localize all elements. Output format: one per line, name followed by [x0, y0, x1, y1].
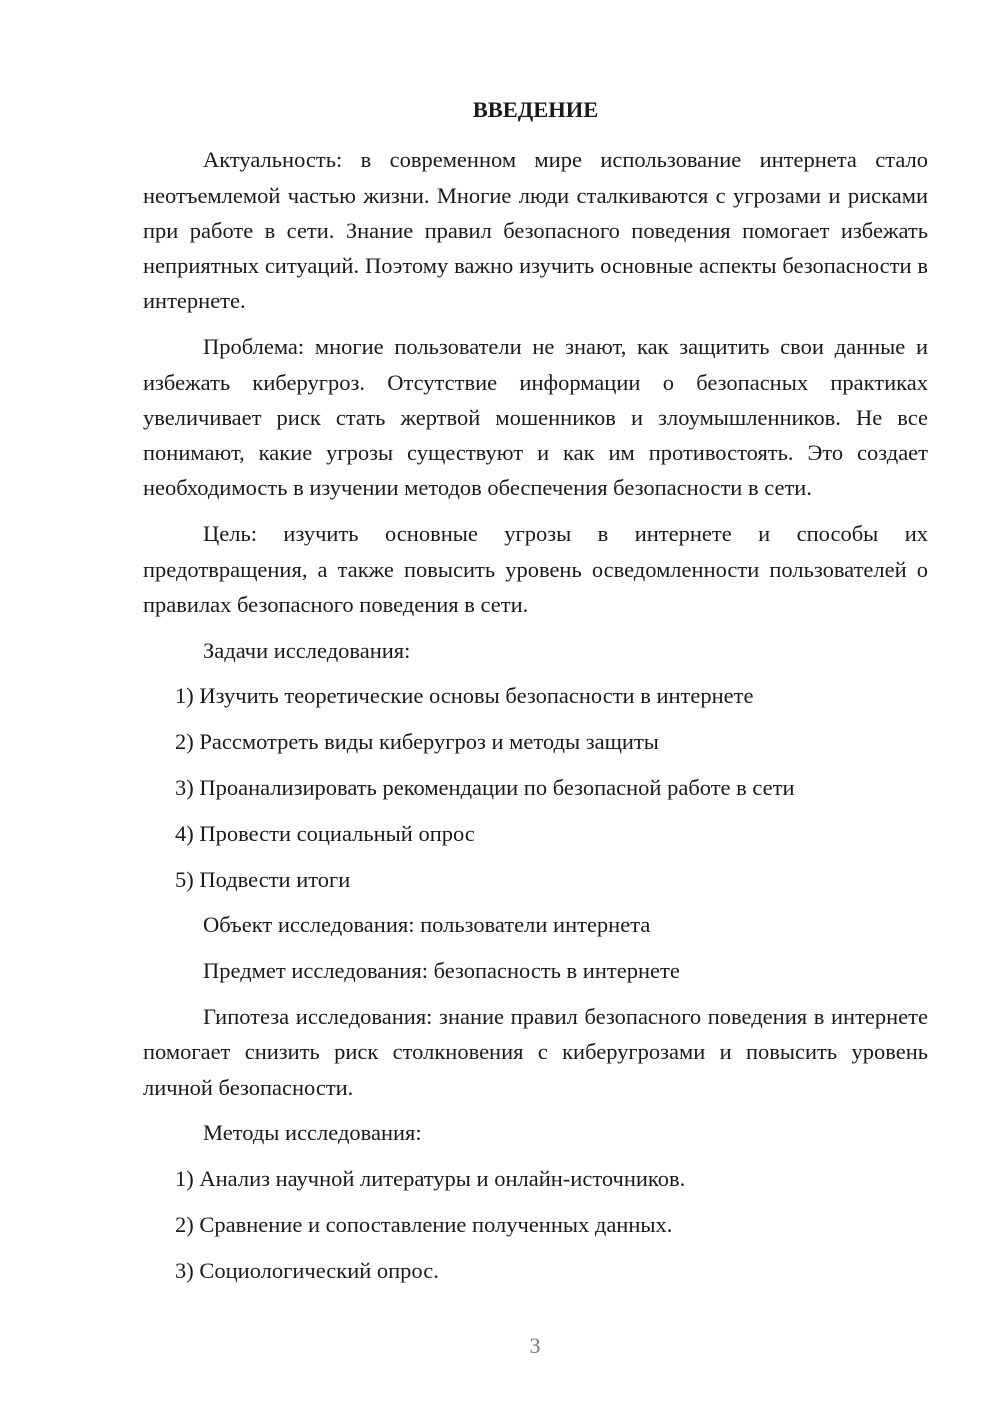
- page-title: ВВЕДЕНИЕ: [472, 97, 599, 122]
- methods-heading: Методы исследования:: [203, 1120, 422, 1146]
- problem-paragraph: Проблема: многие пользователи не знают, как защитить свои данные и избежать киберугроз. Отсутствие информации о безопасных практиках увеличивает риск стать жертвой мошенников и злоумышленников. Не все понимают, какие угрозы существуют и как им противостоять. Это создает необходимость в изучении методов обеспечения безопасности в сети.: [143, 334, 928, 501]
- method-item: 1) Анализ научной литературы и онлайн-источников.: [175, 1166, 686, 1192]
- hypothesis-paragraph: Гипотеза исследования: знание правил безопасного поведения в интернете помогает снизить риск столкновения с киберугрозами и повысить уровень личной безопасности.: [143, 1004, 928, 1100]
- tasks-heading: Задачи исследования:: [203, 637, 411, 663]
- relevance-paragraph: Актуальность: в современном мире использование интернета стало неотъемлемой частью жизни. Многие люди сталкиваются с угрозами и рисками при работе в сети. Знание правил безопасного поведения помогает избежать неприятных ситуаций. Поэтому важно изучить основные аспекты безопасности в интернете.: [143, 147, 928, 314]
- page-number: 3: [529, 1333, 541, 1358]
- goal-paragraph: Цель: изучить основные угрозы в интернете и способы их предотвращения, а также повысить уровень осведомленности пользователей о правилах безопасного поведения в сети.: [143, 521, 928, 617]
- task-item: 4) Провести социальный опрос: [175, 820, 475, 846]
- subject-paragraph: Предмет исследования: безопасность в интернете: [203, 958, 680, 984]
- task-item: 3) Проанализировать рекомендации по безопасной работе в сети: [175, 775, 795, 801]
- method-item: 2) Сравнение и сопоставление полученных данных.: [175, 1212, 673, 1238]
- task-item: 2) Рассмотреть виды киберугроз и методы защиты: [175, 729, 659, 755]
- object-paragraph: Объект исследования: пользователи интернета: [203, 912, 651, 938]
- document-page: [143, 92, 928, 1299]
- task-item: 5) Подвести итоги: [175, 866, 351, 892]
- method-item: 3) Социологический опрос.: [175, 1257, 439, 1283]
- task-item: 1) Изучить теоретические основы безопасности в интернете: [175, 683, 754, 709]
